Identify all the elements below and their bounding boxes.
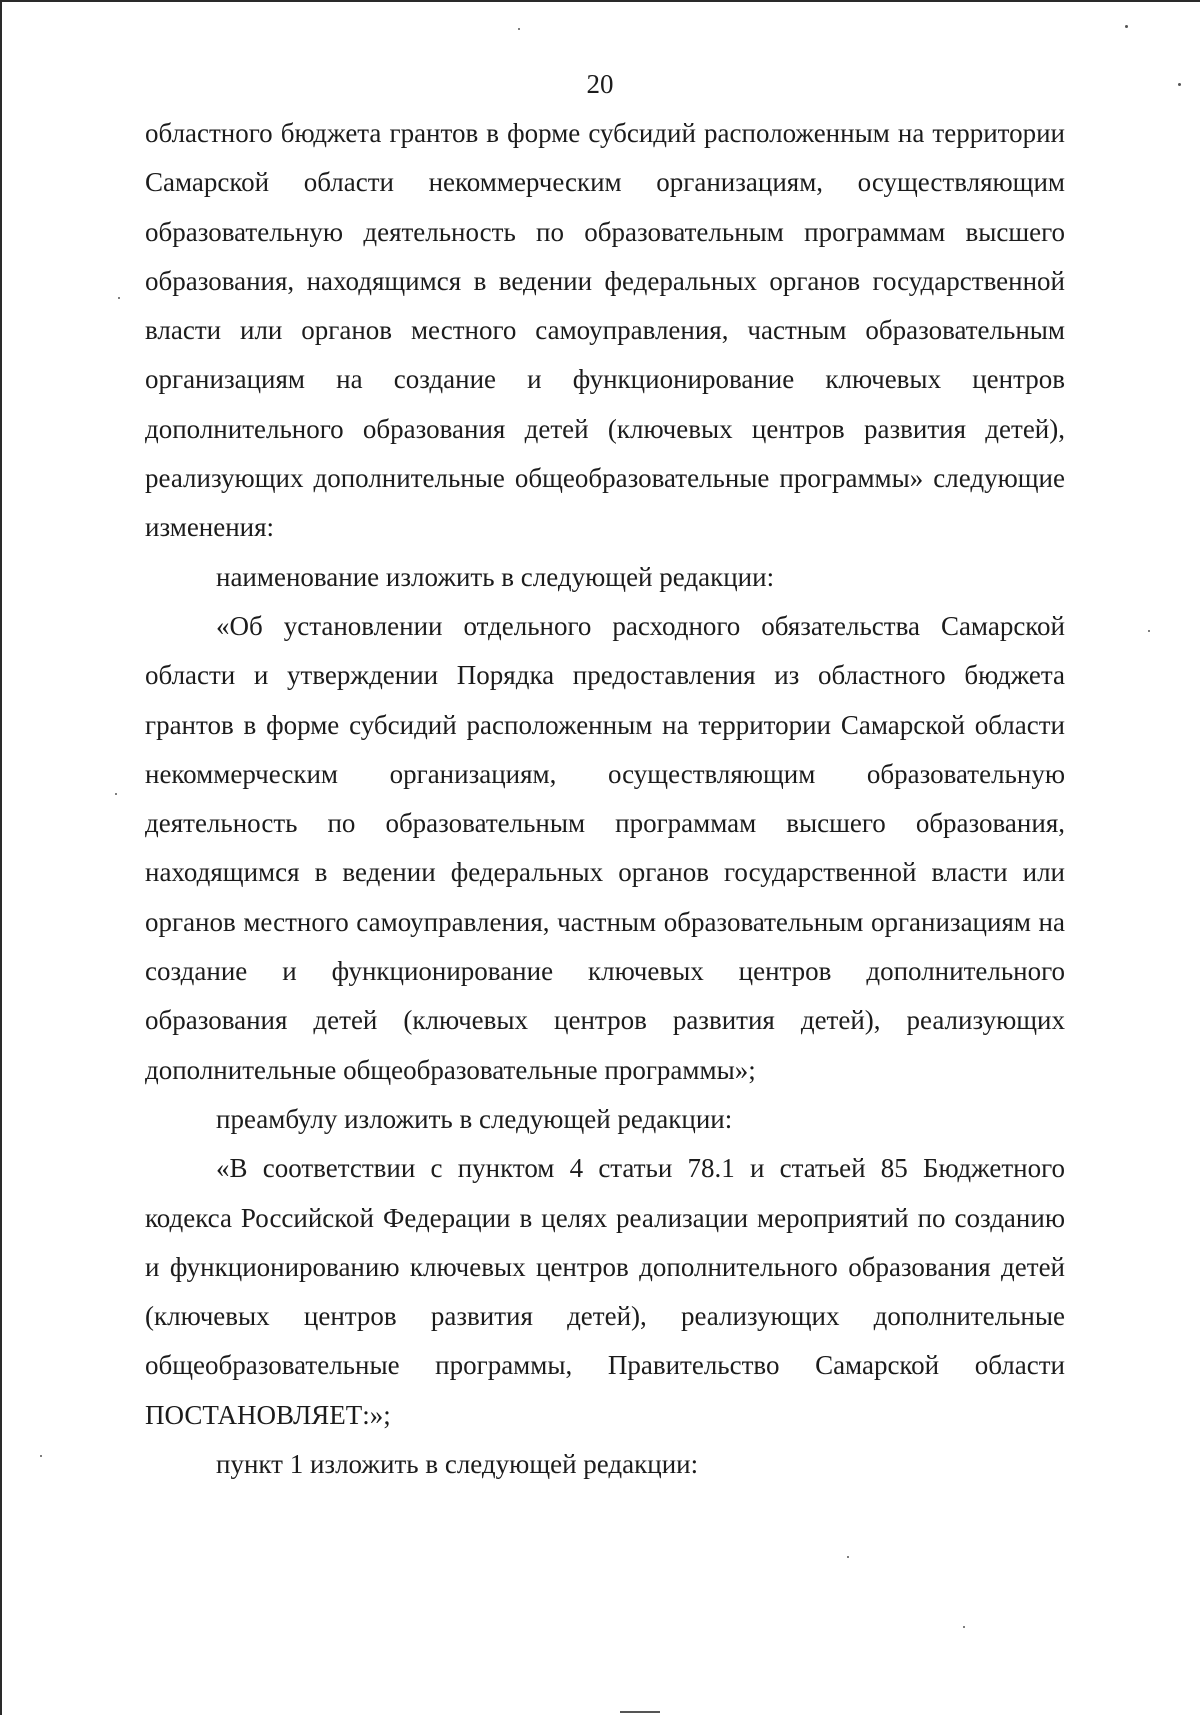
scan-speck: [518, 28, 520, 30]
paragraph-new-title: «Об установлении отдельного расходного обязательства Самарской области и утверждении Порядка предоставления из областного бюджета грантов в форме субсидий расположенным на территории Самарской области некоммерческим организациям, осуществляющим образовательную деятельность по образовательным программам высшего образования, находящимся в ведении федеральных органов государственной власти или органов местного самоуправления, частным образовательным организациям на создание и функционирование ключевых центров дополнительного образования детей (ключевых центров развития детей), реализующих дополнительные общеобразовательные программы»;: [145, 610, 1065, 1085]
scan-speck: [1178, 83, 1181, 86]
scan-speck: [963, 1626, 965, 1628]
scan-speck: [620, 1711, 660, 1713]
paragraph-continuation: областного бюджета грантов в форме субсидий расположенным на территории Самарской области некоммерческим организациям, осуществляющим образовательную деятельность по образовательным программам высшего образования, находящимся в ведении федеральных органов государственной власти или органов местного самоуправления, частным образовательным организациям на создание и функционирование ключевых центров дополнительного образования детей (ключевых центров развития детей), реализующих дополнительные общеобразовательные программы» следующие изменения:: [145, 118, 1065, 543]
scan-speck: [847, 1556, 849, 1558]
scan-edge-top: [0, 0, 1200, 2]
scan-edge-left: [0, 0, 2, 1715]
scan-speck: [40, 1455, 42, 1457]
paragraph-point-one-change: пункт 1 изложить в следующей редакции:: [216, 1449, 699, 1480]
page-number: 20: [586, 69, 614, 99]
scan-speck: [118, 297, 120, 299]
document-body: [145, 109, 1065, 1489]
scan-speck: [1148, 630, 1150, 632]
paragraph-preamble-change: преамбулу изложить в следующей редакции:: [216, 1103, 733, 1134]
paragraph-new-preamble: «В соответствии с пунктом 4 статьи 78.1 и статьей 85 Бюджетного кодекса Российской Федерации в целях реализации мероприятий по созданию и функционированию ключевых центров дополнительного образования детей (ключевых центров развития детей), реализующих дополнительные общеобразовательные программы, Правительство Самарской области ПОСТАНОВЛЯЕТ:»;: [145, 1153, 1065, 1430]
paragraph-title-change: наименование изложить в следующей редакции:: [216, 561, 775, 592]
scan-speck: [1125, 25, 1128, 28]
scan-speck: [115, 793, 117, 795]
